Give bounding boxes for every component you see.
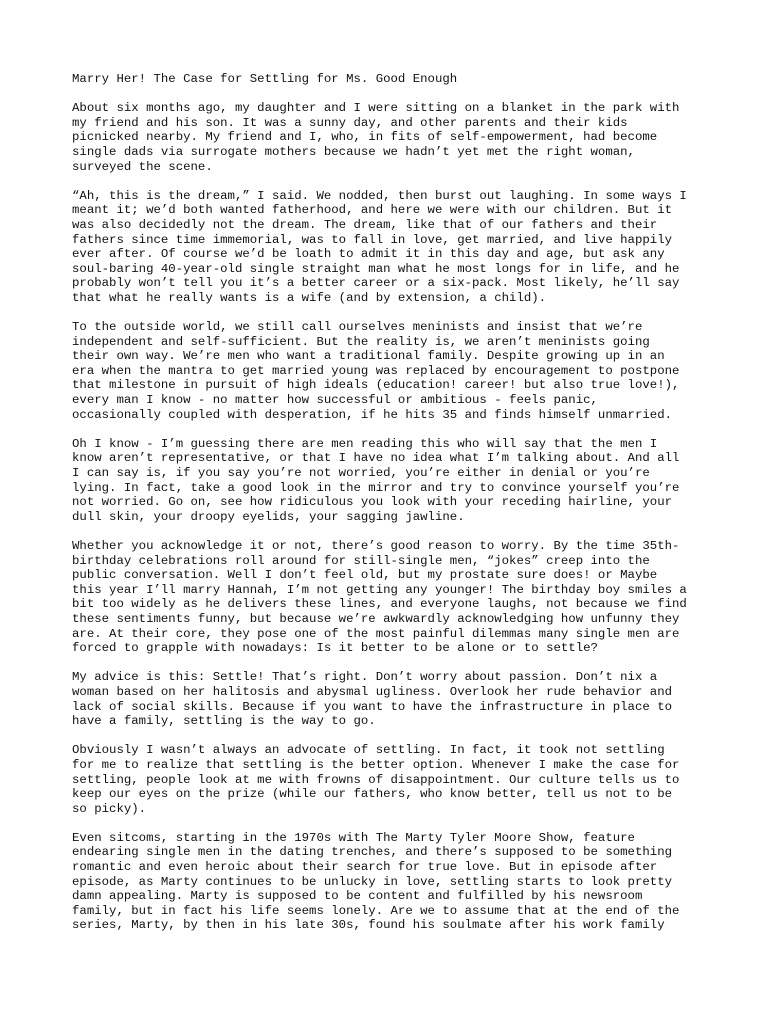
text-line: Obviously I wasn’t always an advocate of settling. In fact, it took not settling [72, 743, 665, 758]
text-line: family, but in fact his life seems lonely. Are we to assume that at the end of the [72, 903, 680, 918]
text-line: bit too widely as he delivers these lines, and everyone laughs, not because we find [72, 597, 687, 612]
paragraph [72, 670, 712, 728]
text-line: public conversation. Well I don’t feel old, but my prostate sure does! or Maybe [72, 568, 658, 583]
text-line: so picky). [72, 801, 147, 816]
paragraph [72, 189, 712, 306]
text-line: independent and self-sufficient. But the reality is, we aren’t meninists going [72, 334, 650, 349]
text-line: ever after. Of course we’d be loath to admit it in this day and age, but ask any [72, 247, 665, 262]
text-line: episode, as Marty continues to be unlucky in love, settling starts to look pretty [72, 874, 673, 889]
text-line: About six months ago, my daughter and I were sitting on a blanket in the park with [72, 101, 680, 116]
paragraph [72, 320, 712, 422]
text-line: every man I know - no matter how successful or ambitious - feels panic, [72, 393, 598, 408]
text-line: soul-baring 40-year-old single straight man what he most longs for in life, and he [72, 261, 680, 276]
text-line: picnicked nearby. My friend and I, who, in fits of self-empowerment, had become [72, 130, 658, 145]
text-line: for me to realize that settling is the better option. Whenever I make the case for [72, 757, 680, 772]
text-line: my friend and his son. It was a sunny day, and other parents and their kids [72, 115, 628, 130]
text-line: I can say is, if you say you’re not worried, you’re either in denial or you’re [72, 466, 650, 481]
text-line: that milestone in pursuit of high ideals (education! career! but also true love!), [72, 378, 680, 393]
text-line: this year I’ll marry Hannah, I’m not getting any younger! The birthday boy smiles a [72, 582, 687, 597]
paragraph [72, 831, 712, 933]
text-line: surveyed the scene. [72, 159, 213, 174]
text-line: birthday celebrations roll around for still-single men, “jokes” creep into the [72, 553, 650, 568]
text-line: “Ah, this is the dream,” I said. We nodded, then burst out laughing. In some ways I [72, 188, 687, 203]
paragraph [72, 743, 712, 816]
paragraph [72, 101, 712, 174]
text-line: romantic and even heroic about their search for true love. But in episode after [72, 860, 658, 875]
text-line: series, Marty, by then in his late 30s, found his soulmate after his work family [72, 918, 665, 933]
text-line: To the outside world, we still call ourselves meninists and insist that we’re [72, 320, 643, 335]
text-line: settling, people look at me with frowns of disappointment. Our culture tells us to [72, 772, 680, 787]
document-title: Marry Her! The Case for Settling for Ms. Good Enough [72, 72, 458, 86]
text-line: My advice is this: Settle! That’s right. Don’t worry about passion. Don’t nix a [72, 670, 658, 685]
text-line: woman based on her halitosis and abysmal ugliness. Overlook her rude behavior and [72, 684, 673, 699]
text-line: these sentiments funny, but because we’re awkwardly acknowledging how unfunny they [72, 611, 680, 626]
text-line: keep our eyes on the prize (while our fathers, who know better, tell us not to be [72, 787, 673, 802]
text-line: that what he really wants is a wife (and by extension, a child). [72, 290, 547, 305]
text-line: dull skin, your droopy eyelids, your sagging jawline. [72, 509, 465, 524]
text-line: occasionally coupled with desperation, if he hits 35 and finds himself unmarried. [72, 407, 673, 422]
text-line: lying. In fact, take a good look in the mirror and try to convince yourself you’re [72, 480, 680, 495]
text-line: Oh I know - I’m guessing there are men reading this who will say that the men I [72, 436, 658, 451]
text-line: forced to grapple with nowadays: Is it better to be alone or to settle? [72, 641, 598, 656]
paragraph [72, 539, 712, 656]
text-line: have a family, settling is the way to go. [72, 714, 376, 729]
text-line: era when the mantra to get married young was replaced by encouragement to postpone [72, 363, 680, 378]
text-line: their own way. We’re men who want a traditional family. Despite growing up in an [72, 349, 665, 364]
text-line: Even sitcoms, starting in the 1970s with The Marty Tyler Moore Show, feature [72, 830, 635, 845]
text-line: was also decidedly not the dream. The dream, like that of our fathers and their [72, 217, 658, 232]
text-line: probably won’t tell you it’s a better career or a six-pack. Most likely, he’ll say [72, 276, 680, 291]
text-line: Whether you acknowledge it or not, there’s good reason to worry. By the time 35th- [72, 539, 680, 553]
text-line: are. At their core, they pose one of the most painful dilemmas many single men are [72, 626, 680, 641]
text-line: know aren’t representative, or that I have no idea what I’m talking about. And all [72, 451, 680, 466]
text-line: single dads via surrogate mothers because we hadn’t yet met the right woman, [72, 144, 635, 159]
paragraph [72, 437, 712, 525]
document-page [72, 72, 712, 948]
text-line: meant it; we’d both wanted fatherhood, and here we were with our children. But it [72, 203, 673, 218]
document-body [72, 101, 712, 933]
text-line: damn appealing. Marty is supposed to be content and fulfilled by his newsroom [72, 889, 643, 904]
text-line: endearing single men in the dating trenches, and there’s supposed to be something [72, 845, 673, 860]
text-line: lack of social skills. Because if you want to have the infrastructure in place to [72, 699, 673, 714]
text-line: not worried. Go on, see how ridiculous you look with your receding hairline, your [72, 495, 673, 510]
text-line: fathers since time immemorial, was to fall in love, get married, and live happily [72, 232, 673, 247]
